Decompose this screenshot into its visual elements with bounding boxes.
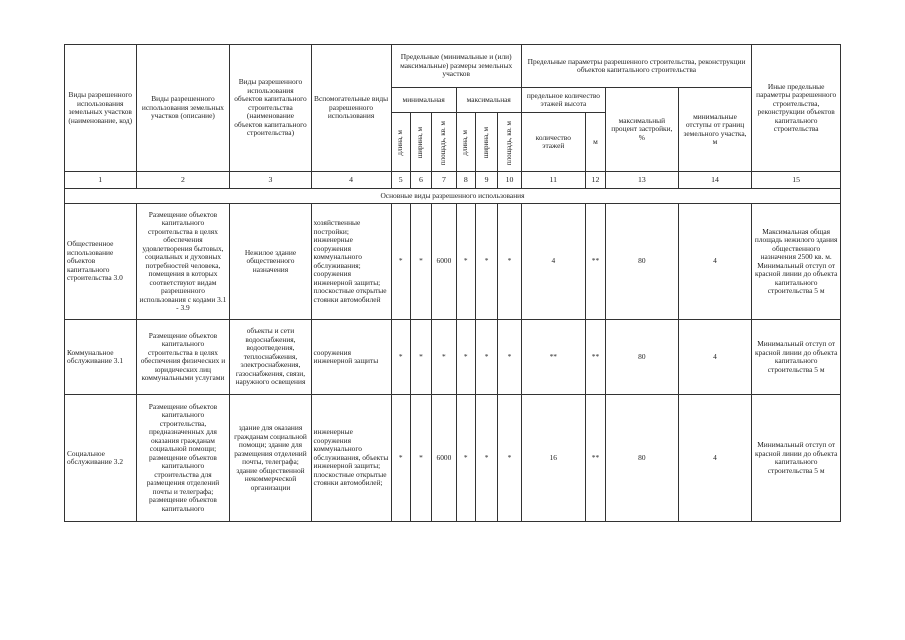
cell-use-name: Социальное обслуживание 3.2 [65, 395, 137, 522]
cell-other-params: Максимальная общая площадь нежилого здания общественного назначения 2500 кв. м. Минимальный отступ от красной линии до объекта капитального строительства 5 м [752, 204, 841, 320]
col-number: 5 [391, 172, 410, 189]
cell-min-length: * [391, 395, 410, 522]
cell-auxiliary-uses: инженерные сооружения коммунального обслуживания, объекты инженерной защиты; плоскостные открытые стоянки автомобилей; [311, 395, 391, 522]
cell-setback: 4 [678, 320, 752, 395]
cell-min-area: 6000 [432, 204, 457, 320]
cell-min-length: * [391, 204, 410, 320]
cell-use-description: Размещение объектов капитального строительства в целях обеспечения физических и юридических лиц коммунальными услугами [136, 320, 230, 395]
cell-max-length: * [456, 395, 475, 522]
cell-max-length: * [456, 204, 475, 320]
header-floors: количество этажей [521, 113, 585, 172]
header-min-length: длина, м [391, 113, 410, 172]
cell-height-m: ** [585, 395, 605, 522]
cell-height-m: ** [585, 204, 605, 320]
cell-building-types: объекты и сети водоснабжения, водоотведения, теплоснабжения, электроснабжения, газоснабжения, связи, наружного освещения [230, 320, 311, 395]
header-min-width: ширина, м [410, 113, 431, 172]
header-max-width: ширина, м [475, 113, 497, 172]
cell-use-description: Размещение объектов капитального строительства, предназначенных для оказания гражданам социальной помощи; размещение объектов капитального строительства для размещения отделений почты и телеграфа; размещение объектов капитального [136, 395, 230, 522]
header-meters: м [585, 113, 605, 172]
header-min-setback: минимальные отступы от границ земельного участка, м [678, 88, 752, 172]
col-number: 6 [410, 172, 431, 189]
table-row [65, 204, 841, 320]
header-row-1 [65, 45, 841, 88]
cell-min-width: * [410, 204, 431, 320]
cell-other-params: Минимальный отступ от красной линии до объекта капитального строительства 5 м [752, 395, 841, 522]
col-number: 7 [432, 172, 457, 189]
cell-other-params: Минимальный отступ от красной линии до объекта капитального строительства 5 м [752, 320, 841, 395]
section-row [65, 189, 841, 204]
col-number: 13 [606, 172, 679, 189]
header-build-params: Предельные параметры разрешенного строительства, реконструкции объектов капитального строительства [521, 45, 752, 88]
col-number: 14 [678, 172, 752, 189]
header-min-area: площадь, кв. м [432, 113, 457, 172]
cell-max-area: * [498, 395, 522, 522]
cell-max-width: * [475, 320, 497, 395]
cell-max-area: * [498, 204, 522, 320]
col-number: 10 [498, 172, 522, 189]
cell-floors: 4 [521, 204, 585, 320]
col-number: 3 [230, 172, 311, 189]
cell-floors: 16 [521, 395, 585, 522]
header-plot-sizes: Предельные (минимальные и (или) максимальные) размеры земельных участков [391, 45, 521, 88]
col-number: 12 [585, 172, 605, 189]
col-number: 8 [456, 172, 475, 189]
header-col4: Вспомогательные виды разрешенного использования [311, 45, 391, 172]
cell-auxiliary-uses: хозяйственные постройки; инженерные сооружения коммунального обслуживания; сооружения инженерной защиты; плоскостные открытые стоянки автомобилей [311, 204, 391, 320]
col-number: 1 [65, 172, 137, 189]
header-max-length: длина, м [456, 113, 475, 172]
cell-use-description: Размещение объектов капитального строительства в целях обеспечения удовлетворения бытовых, социальных и духовных потребностей человека, помещения в которых соответствуют видам разрешенного использования с кодами 3.1 - 3.9 [136, 204, 230, 320]
cell-auxiliary-uses: сооружения инженерной защиты [311, 320, 391, 395]
header-minimum: минимальная [391, 88, 456, 113]
header-max-area: площадь, кв. м [498, 113, 522, 172]
cell-building-types: Нежилое здание общественного назначения [230, 204, 311, 320]
cell-coverage: 80 [606, 204, 679, 320]
col-number: 4 [311, 172, 391, 189]
cell-coverage: 80 [606, 395, 679, 522]
cell-setback: 4 [678, 204, 752, 320]
header-maximum: максимальная [456, 88, 521, 113]
cell-coverage: 80 [606, 320, 679, 395]
cell-max-length: * [456, 320, 475, 395]
cell-max-width: * [475, 204, 497, 320]
cell-min-width: * [410, 320, 431, 395]
header-col3: Виды разрешенного использования объектов капитального строительства (наименование объектов капитального строительства) [230, 45, 311, 172]
cell-use-name: Коммунальное обслуживание 3.1 [65, 320, 137, 395]
header-col1: Виды разрешенного использования земельных участков (наименование, код) [65, 45, 137, 172]
cell-min-length: * [391, 320, 410, 395]
col-number: 9 [475, 172, 497, 189]
zoning-table [64, 44, 841, 522]
header-other-params: Иные предельные параметры разрешенного строительства, реконструкции объектов капитального строительства [752, 45, 841, 172]
cell-min-area: * [432, 320, 457, 395]
cell-building-types: здание для оказания гражданам социальной помощи; здание для размещения отделений почты, телеграфа; здание общественной некоммерческой организации [230, 395, 311, 522]
cell-setback: 4 [678, 395, 752, 522]
col-number: 11 [521, 172, 585, 189]
cell-min-area: 6000 [432, 395, 457, 522]
header-max-height: предельное количество этажей высота [521, 88, 605, 113]
table-row [65, 320, 841, 395]
cell-max-area: * [498, 320, 522, 395]
section-title: Основные виды разрешенного использования [65, 189, 841, 204]
cell-use-name: Общественное использование объектов капитального строительства 3.0 [65, 204, 137, 320]
cell-min-width: * [410, 395, 431, 522]
header-col2: Виды разрешенного использования земельных участков (описание) [136, 45, 230, 172]
col-number: 2 [136, 172, 230, 189]
column-numbers-row [65, 172, 841, 189]
cell-height-m: ** [585, 320, 605, 395]
cell-floors: ** [521, 320, 585, 395]
cell-max-width: * [475, 395, 497, 522]
table-row [65, 395, 841, 522]
col-number: 15 [752, 172, 841, 189]
header-max-coverage: максимальный процент застройки, % [606, 88, 679, 172]
